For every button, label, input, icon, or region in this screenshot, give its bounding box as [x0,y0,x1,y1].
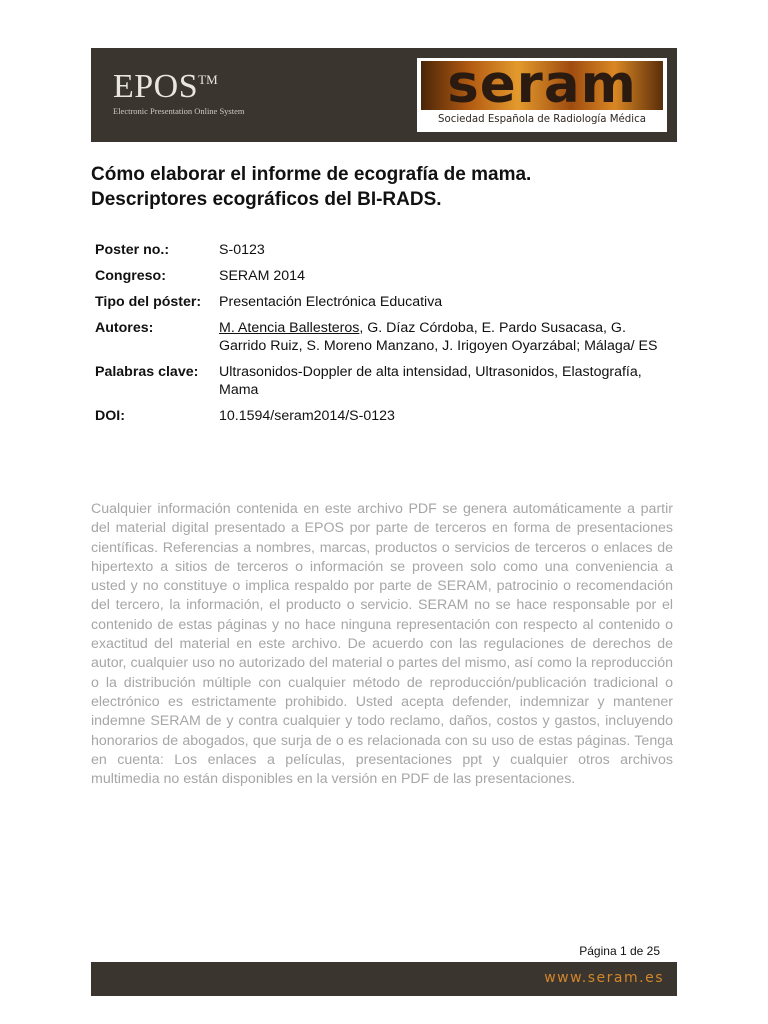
metadata-row-tipo [95,293,675,311]
page-number: Página 1 de 25 [579,944,660,958]
metadata-row-congreso [95,267,675,285]
header-banner [91,48,677,142]
epos-logo-word: EPOS [113,68,199,105]
document-title [91,162,681,212]
metadata-key: Tipo del póster: [95,294,202,310]
poster-metadata [95,241,675,433]
footer-banner [91,962,677,996]
metadata-value: S-0123 [219,242,265,258]
title-line-2: Descriptores ecográficos del BI-RADS. [91,189,442,210]
title-line-1: Cómo elaborar el informe de ecografía de mama. [91,164,532,185]
metadata-value: SERAM 2014 [219,268,305,284]
metadata-value [219,319,667,355]
epos-logo-subtitle: Electronic Presentation Online System [113,106,245,116]
metadata-value: Ultrasonidos-Doppler de alta intensidad, Ultrasonidos, Elastografía, Mama [219,364,642,398]
author-link[interactable]: M. Atencia Ballesteros [219,320,360,336]
seram-logo-subtitle: Sociedad Española de Radiología Médica [438,114,646,125]
seram-logo-word: seram [447,61,637,110]
metadata-key: Autores: [95,320,154,336]
epos-logo [113,70,244,116]
metadata-row-poster-no [95,241,675,259]
metadata-value: 10.1594/seram2014/S-0123 [219,408,395,424]
disclaimer-text: Cualquier información contenida en este archivo PDF se genera automáticamente a partir del material digital presentado a EPOS por parte de terceros en forma de presentaciones científicas. Referencias a nombres, marcas, productos o servicios de terceros o enlaces de hipertexto a sitios de terceros o información se proveen solo como una conveniencia a usted y no constituye o implica respaldo por parte de SERAM, patrocinio o recomendación del tercero, la información, el producto o servicio. SERAM no se hace responsable por el contenido de estas páginas y no hace ninguna representación con respecto al contenido o exactitud del material en este archivo. De acuerdo con las regulaciones de derechos de autor, cualquier uso no autorizado del material o partes del mismo, así como la reproducción o la distribución múltiple con cualquier método de reproducción/publicación tradicional o electrónico es estrictamente prohibido. Usted acepta defender, indemnizar y mantener indemne SERAM de y contra cualquier y todo reclamo, daños, costos y gastos, incluyendo honorarios de abogados, que surja de o es relacionada con su uso de estas páginas. Tenga en cuenta: Los enlaces a películas, presentaciones ppt y cualquier otros archivos multimedia no están disponibles en la versión en PDF de las presentaciones. [91,501,673,788]
metadata-key: Congreso: [95,268,166,284]
disclaimer [91,500,673,789]
metadata-row-palabras-clave [95,363,675,399]
seram-logo-banner [421,61,663,110]
metadata-key: Poster no.: [95,242,170,258]
footer-url[interactable]: www.seram.es [544,970,664,986]
metadata-row-autores [95,319,675,355]
epos-logo-tm: TM [198,72,218,87]
metadata-row-doi [95,407,675,425]
authors-rest: , G. Díaz Córdoba, E. Pardo Susacasa, G. Garrido Ruiz, S. Moreno Manzano, J. Irigoyen Oyarzábal; Málaga/ ES [219,320,658,354]
metadata-key: Palabras clave: [95,364,199,380]
seram-logo [417,58,667,132]
metadata-value: Presentación Electrónica Educativa [219,294,443,310]
metadata-key: DOI: [95,408,125,424]
